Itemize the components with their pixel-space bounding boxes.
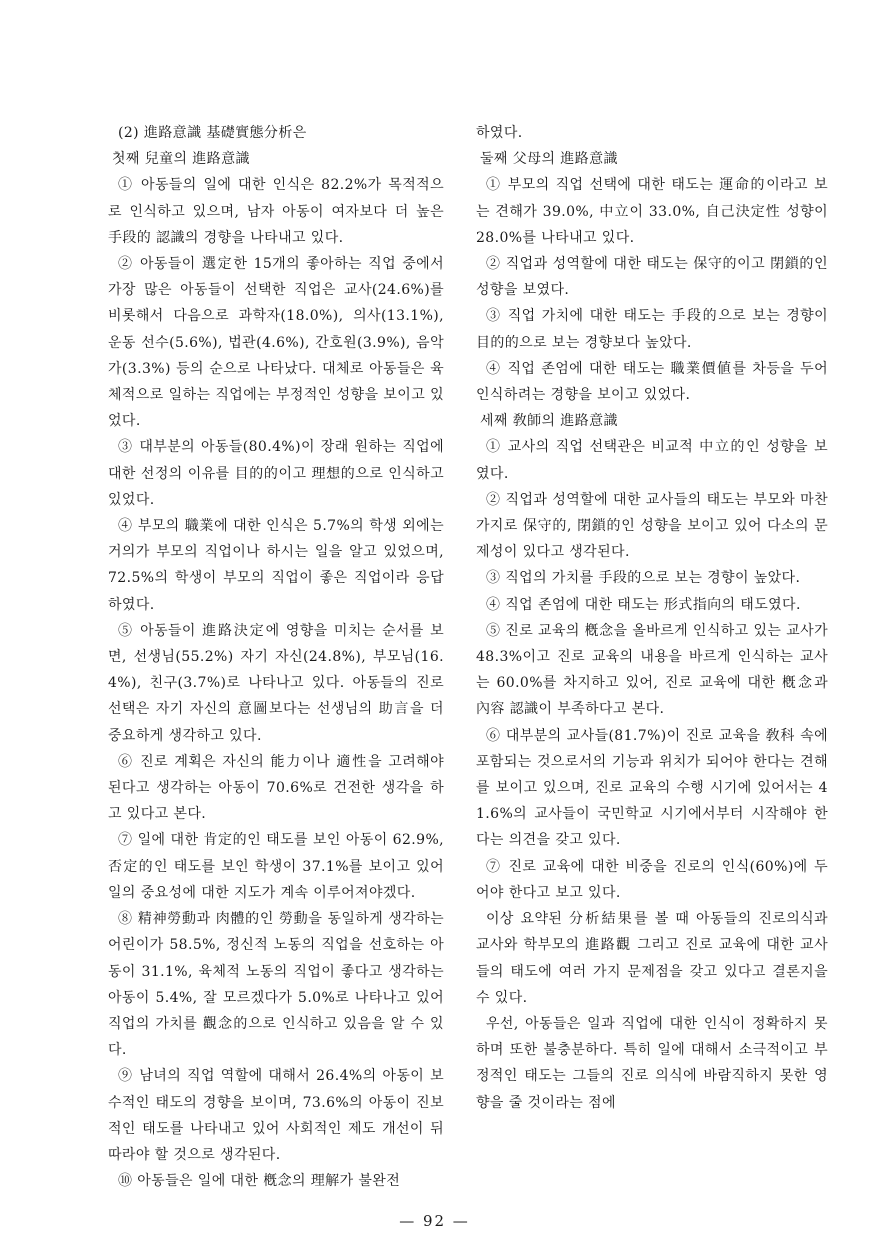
section-heading: (2) 進路意識 基礎實態分析은 <box>118 125 307 141</box>
paragraph: ② 아동들이 選定한 15개의 좋아하는 직업 중에서 가장 많은 아동들이 선택한 직업은 교사(24.6%)를 비롯해서 다음으로 과학자(18.0%), 의사(13.1%), 운동 선수(5.6%), 법관(4.6%), 간호원(3.9%), 음악가(3.3%) 등의 순으로 나타났다. 대체로 아동들은 육체적으로 일하는 직업에는 부정적인 성향을 보이고 있었다. <box>108 256 444 430</box>
paragraph: ⑩ 아동들은 일에 대한 槪念의 理解가 불완전 <box>118 1173 401 1190</box>
paragraph: ① 부모의 직업 선택에 대한 태도는 運命的이라고 보는 견해가 39.0%, 中立이 33.0%, 自己決定性 성향이 28.0%를 나타내고 있다. <box>476 177 828 246</box>
paragraph: ⑤ 진로 교육의 槪念을 올바르게 인식하고 있는 교사가 48.3%이고 진로 교육의 내용을 바르게 인식하는 교사는 60.0%를 차지하고 있어, 진로 교육에 대한 槪念과 內容 認識이 부족하다고 본다. <box>476 622 828 718</box>
paragraph: ⑧ 精神勞動과 肉體的인 勞動을 동일하게 생각하는 어린이가 58.5%, 정신적 노동의 직업을 선호하는 아동이 31.1%, 육체적 노동의 직업이 좋다고 생각하는 아동이 5.4%, 잘 모르겠다가 5.0%로 나타나고 있어 직업의 가치를 觀念的으로 인식하고 있음을 알 수 있다. <box>108 911 444 1059</box>
paragraph: 하였다. <box>476 125 523 141</box>
paragraph: ⑦ 진로 교육에 대한 비중을 진로의 인식(60%)에 두어야 한다고 보고 있다. <box>476 858 828 901</box>
paragraph: ⑨ 남녀의 직업 역할에 대해서 26.4%의 아동이 보수적인 태도의 경향을 보이며, 73.6%의 아동이 진보적인 태도를 나타내고 있어 사회적인 제도 개선이 뒤따라야 할 것으로 생각된다. <box>108 1068 444 1163</box>
paragraph: ① 교사의 직업 선택관은 비교적 中立的인 성향을 보였다. <box>476 439 828 482</box>
paragraph: 우선, 아동들은 일과 직업에 대한 인식이 정확하지 못하며 또한 불충분하다. 특히 일에 대해서 소극적이고 부정적인 태도는 그들의 진로 의식에 바람직하지 못한 영향을 줄 것이라는 점에 <box>476 1015 828 1111</box>
left-column <box>108 120 444 1194</box>
paragraph: ⑥ 대부분의 교사들(81.7%)이 진로 교육을 敎科 속에 포함되는 것으로서의 기능과 위치가 되어야 한다는 견해를 보이고 있으며, 진로 교육의 수행 시기에 있어서는 41.6%의 교사들이 국민학교 시기에서부터 시작해야 한다는 의견을 갖고 있다. <box>476 727 828 849</box>
paragraph: ③ 직업 가치에 대한 태도는 手段的으로 보는 경향이 目的的으로 보는 경향보다 높았다. <box>476 308 828 351</box>
paragraph: 이상 요약된 分析結果를 볼 때 아동들의 진로의식과 교사와 학부모의 進路觀 그리고 진로 교육에 대한 교사들의 태도에 여러 가지 문제점을 갖고 있다고 결론지을 수 있다. <box>476 911 828 1006</box>
paragraph: ④ 직업 존엄에 대한 태도는 職業價値를 차등을 두어 인식하려는 경향을 보이고 있었다. <box>476 360 828 404</box>
paragraph: ④ 직업 존엄에 대한 태도는 形式指向의 태도였다. <box>486 596 801 613</box>
paragraph: ⑤ 아동들이 進路決定에 영향을 미치는 순서를 보면, 선생님(55.2%) 자기 자신(24.8%), 부모님(16.4%), 친구(3.7%)로 나타나고 있다. 아동들의 진로 선택은 자기 자신의 意圖보다는 선생님의 助言을 더 중요하게 생각하고 있다. <box>108 622 444 744</box>
paragraph: ⑦ 일에 대한 肯定的인 태도를 보인 아동이 62.9%, 否定的인 태도를 보인 학생이 37.1%를 보이고 있어 일의 중요성에 대한 지도가 계속 이루어져야겠다. <box>108 832 444 901</box>
paragraph: ③ 대부분의 아동들(80.4%)이 장래 원하는 직업에 대한 선정의 이유를 目的的이고 理想的으로 인식하고 있었다. <box>108 439 444 508</box>
page-number: — 92 — <box>399 1212 470 1230</box>
paragraph: ② 직업과 성역할에 대한 교사들의 태도는 부모와 마찬가지로 保守的, 閉鎖的인 성향을 보이고 있어 다소의 문제성이 있다고 생각된다. <box>476 491 828 561</box>
paragraph: ② 직업과 성역할에 대한 태도는 保守的이고 閉鎖的인 성향을 보였다. <box>476 256 828 299</box>
subsection-heading: 세째 敎師의 進路意識 <box>480 413 618 430</box>
subsection-heading: 둘째 父母의 進路意識 <box>480 151 618 168</box>
paragraph: ④ 부모의 職業에 대한 인식은 5.7%의 학생 외에는 거의가 부모의 직업이나 하시는 일을 알고 있었으며, 72.5%의 학생이 부모의 직업이 좋은 직업이라 응답하였다. <box>108 518 444 613</box>
paragraph: ① 아동들의 일에 대한 인식은 82.2%가 목적적으로 인식하고 있으며, 남자 아동이 여자보다 더 높은 手段的 認識의 경향을 나타내고 있다. <box>108 177 444 246</box>
paragraph: ⑥ 진로 계획은 자신의 能力이나 適性을 고려해야 된다고 생각하는 아동이 70.6%로 건전한 생각을 하고 있다고 본다. <box>108 753 444 823</box>
paragraph: ③ 직업의 가치를 手段的으로 보는 경향이 높았다. <box>486 570 801 587</box>
subsection-heading: 첫째 兒童의 進路意識 <box>112 151 250 168</box>
right-column <box>476 120 828 1116</box>
